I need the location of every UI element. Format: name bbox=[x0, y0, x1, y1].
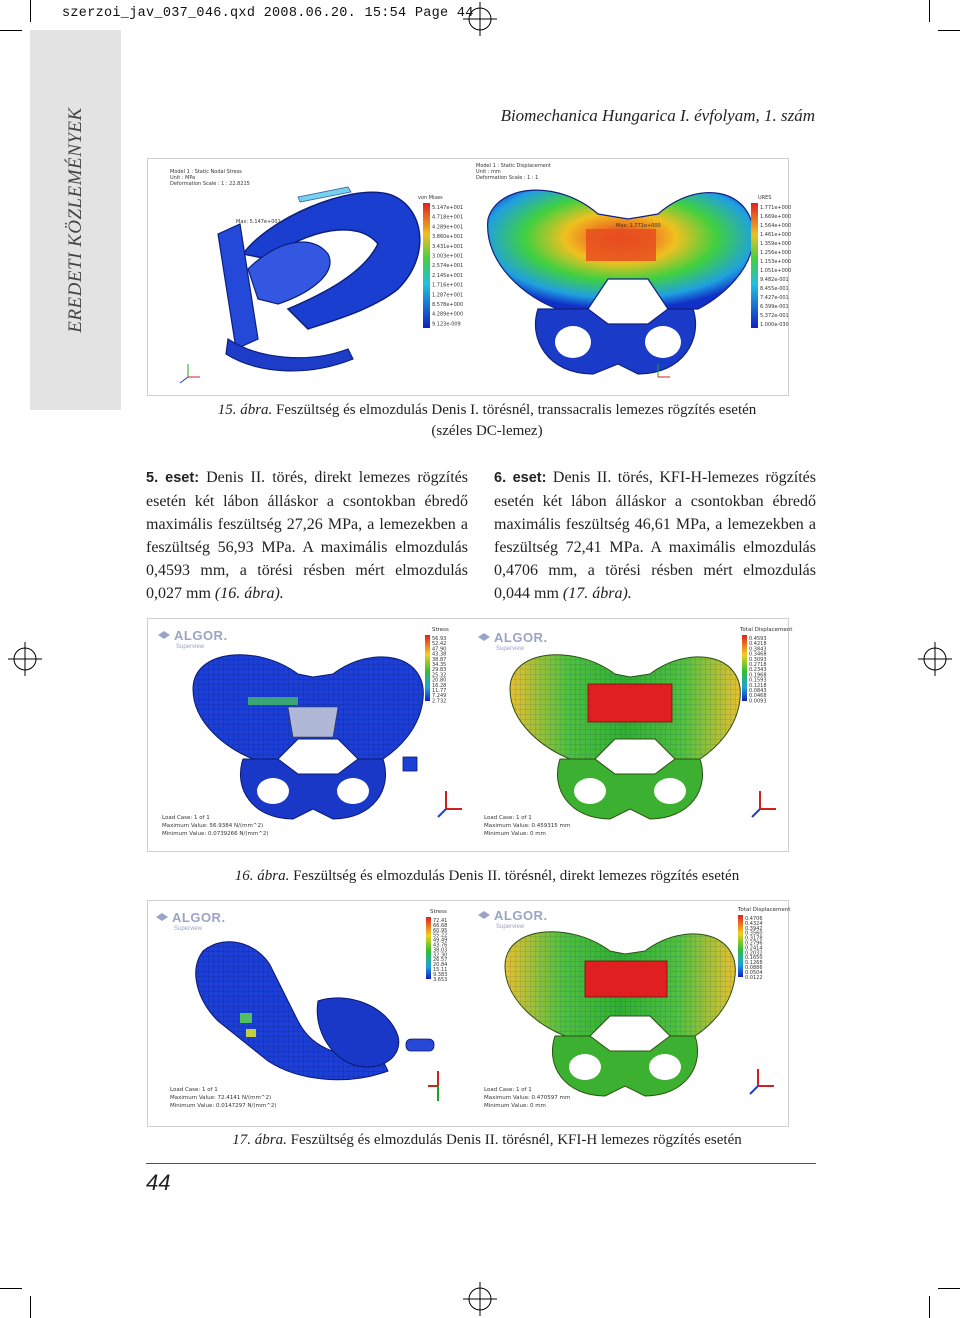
legend-value: 2.574e+001 bbox=[432, 263, 464, 270]
fig16-right-footer-3: Minimum Value: 0 mm bbox=[484, 831, 546, 837]
page-number: 44 bbox=[146, 1170, 171, 1195]
legend-value: 60.95 bbox=[433, 927, 448, 934]
legend-value: 1.716e+001 bbox=[432, 282, 464, 289]
fig15-right-max: Max: 1.771e+000 bbox=[616, 223, 661, 229]
case-6-figure-ref: (17. ábra). bbox=[562, 585, 632, 602]
obturator-hole bbox=[574, 778, 606, 804]
fig15-left-header-3: Deformation Scale : 1 : 22.8215 bbox=[170, 181, 250, 187]
fig17-right-color-scale bbox=[738, 915, 743, 977]
legend-value: 5.147e+001 bbox=[432, 205, 464, 211]
legend-value: 1.461e+000 bbox=[760, 232, 792, 238]
legend-value: 1.771e+000 bbox=[760, 205, 792, 211]
legend-value: 0.3843 bbox=[749, 646, 767, 653]
obturator-hole bbox=[555, 326, 591, 358]
legend-value: 55.22 bbox=[433, 932, 448, 939]
paragraph-case-6 bbox=[494, 466, 816, 605]
legend-value: 0.0843 bbox=[749, 688, 767, 694]
paragraph-case-5 bbox=[146, 466, 468, 605]
registration-mark-icon bbox=[463, 1282, 497, 1316]
figure-15-caption bbox=[147, 400, 827, 442]
fig17-right-footer-3: Minimum Value: 0 mm bbox=[484, 1103, 546, 1109]
section-label: EREDETI KÖZLEMÉNYEK bbox=[64, 107, 86, 333]
legend-value: 0.2796 bbox=[745, 940, 763, 947]
fig15-displacement-panel bbox=[468, 159, 792, 395]
fig15-right-legend bbox=[760, 205, 791, 328]
fig15-left-header-1: Model 1 : Static Nodal Stress bbox=[170, 169, 242, 175]
legend-value: 9.482e-001 bbox=[760, 277, 789, 283]
fig17-displacement-panel bbox=[470, 901, 791, 1126]
legend-value: 38.87 bbox=[432, 656, 447, 663]
print-slug: szerzoi_jav_037_046.qxd 2008.06.20. 15:54 Page 44 bbox=[62, 6, 474, 21]
crop-mark bbox=[0, 1288, 22, 1289]
fig17-left-footer-2: Maximum Value: 72.4141 N/(mm^2) bbox=[170, 1095, 272, 1101]
legend-value: 56.93 bbox=[432, 636, 447, 642]
obturator-hole bbox=[337, 778, 369, 804]
legend-value: 0.3468 bbox=[749, 651, 767, 658]
footer-rule bbox=[146, 1163, 816, 1164]
legend-value: 0.2718 bbox=[749, 662, 767, 668]
figure-15-label: 15. ábra. bbox=[217, 402, 273, 418]
legend-value: 1.564e+000 bbox=[760, 223, 792, 229]
legend-value: 1.000e-030 bbox=[760, 322, 789, 328]
legend-value: 0.4324 bbox=[745, 920, 763, 927]
legend-value: 0.3093 bbox=[749, 656, 767, 663]
axis-triad-icon bbox=[750, 1069, 774, 1094]
case-5-figure-ref: (16. ábra). bbox=[214, 585, 284, 602]
legend-value: 52.42 bbox=[432, 641, 447, 648]
legend-value: 0.4218 bbox=[749, 641, 767, 648]
crop-mark bbox=[929, 1296, 930, 1318]
legend-value: 0.0468 bbox=[749, 693, 767, 700]
case-5-text: Denis II. törés, direkt lemezes rögzítés esetén két lábon álláskor a csontokban ébredő maximális feszültség 27,26 MPa, a lemezekben a feszültség 56,93 MPa. A maximális elmozdulás 0,4593 mm, a törési résben mért elmozdulás 0,027 mm bbox=[146, 469, 468, 602]
obturator-hole bbox=[257, 778, 289, 804]
legend-value: 8.455e-001 bbox=[760, 286, 789, 292]
obturator-hole bbox=[645, 326, 681, 358]
fig15-left-legend-title: von Mises bbox=[418, 195, 443, 201]
section-sidebar bbox=[30, 30, 121, 410]
figure-15-caption-text-2: (széles DC-lemez) bbox=[431, 423, 543, 439]
legend-value: 1.153e+000 bbox=[760, 259, 792, 265]
figure-15 bbox=[147, 158, 792, 396]
legend-value: 3.860e+001 bbox=[432, 234, 464, 241]
legend-value: 66.68 bbox=[433, 922, 448, 929]
legend-value: 1.051e+000 bbox=[760, 268, 792, 274]
fig17-left-legend bbox=[433, 918, 447, 983]
figure-16-caption bbox=[147, 866, 827, 887]
legend-value: 32.30 bbox=[433, 952, 448, 959]
legend-value: 2.145e+001 bbox=[432, 272, 464, 279]
legend-value: 47.90 bbox=[432, 646, 447, 653]
femur-stub-shape bbox=[406, 1039, 434, 1051]
legend-value: 25.32 bbox=[432, 672, 447, 679]
fig16-stress-panel bbox=[148, 619, 468, 851]
legend-value: 0.0886 bbox=[745, 965, 763, 971]
fig16-left-legend bbox=[432, 636, 446, 704]
fig16-left-footer-1: Load Case: 1 of 1 bbox=[162, 815, 210, 821]
fig17-left-footer-1: Load Case: 1 of 1 bbox=[170, 1087, 218, 1093]
fig15-right-header-1: Model 1 : Static Displacement bbox=[476, 163, 551, 169]
legend-value: 3.003e+001 bbox=[432, 253, 464, 260]
legend-value: 0.1650 bbox=[745, 955, 763, 962]
legend-value: 8.578e+000 bbox=[432, 302, 464, 308]
figure-17-caption bbox=[147, 1130, 827, 1151]
obturator-hole bbox=[649, 1054, 681, 1080]
legend-value: 7.427e-001 bbox=[760, 295, 789, 301]
stress-hotspot bbox=[248, 697, 298, 705]
fig15-right-color-scale bbox=[751, 203, 758, 328]
svg-text:Superview: Superview bbox=[174, 926, 203, 932]
fig16-left-footer-2: Maximum Value: 56.9384 N/(mm^2) bbox=[162, 823, 264, 829]
legend-value: 0.0504 bbox=[745, 969, 763, 976]
crop-mark bbox=[30, 1296, 31, 1318]
legend-value: 3.431e+001 bbox=[432, 243, 464, 250]
obturator-hole bbox=[654, 778, 686, 804]
crop-mark bbox=[938, 30, 960, 31]
legend-value: 9.123e-009 bbox=[432, 321, 461, 328]
fig16-left-color-scale bbox=[425, 635, 430, 701]
legend-value: 1.256e+000 bbox=[760, 250, 792, 256]
fig16-displacement-panel bbox=[470, 619, 793, 851]
figure-17 bbox=[147, 900, 789, 1127]
fig15-left-max: Max: 5.147e+001 bbox=[236, 219, 281, 225]
legend-value: 29.83 bbox=[432, 667, 447, 674]
legend-value: 1.669e+000 bbox=[760, 214, 792, 220]
legend-value: 5.372e-001 bbox=[760, 313, 789, 319]
sacrum-max-displacement bbox=[588, 684, 672, 722]
legend-value: 0.3942 bbox=[745, 925, 763, 932]
legend-value: 0.1968 bbox=[749, 672, 767, 679]
axis-triad-icon bbox=[752, 791, 776, 817]
sacrum-plates-shape bbox=[288, 707, 338, 737]
registration-mark-icon bbox=[918, 642, 952, 676]
legend-value: 15.11 bbox=[433, 967, 448, 973]
fig15-right-header-3: Deformation Scale : 1 : 1 bbox=[476, 175, 539, 181]
svg-text:ALGOR.: ALGOR. bbox=[174, 628, 228, 643]
legend-value: 49.49 bbox=[433, 937, 448, 944]
running-head: Biomechanica Hungarica I. évfolyam, 1. szám bbox=[500, 106, 815, 125]
figure-17-label: 17. ábra. bbox=[232, 1132, 287, 1148]
legend-value: 4.718e+001 bbox=[432, 214, 464, 221]
crop-mark bbox=[938, 1288, 960, 1289]
legend-value: 26.57 bbox=[433, 957, 448, 964]
legend-value: 0.2414 bbox=[745, 945, 763, 952]
crop-mark bbox=[929, 0, 930, 22]
fig15-stress-panel bbox=[148, 159, 466, 395]
femur-stub-shape bbox=[403, 757, 417, 771]
fig15-right-legend-title: URES bbox=[758, 195, 772, 201]
svg-text:Superview: Superview bbox=[496, 924, 525, 930]
legend-value: 3.653 bbox=[433, 976, 448, 983]
figure-16 bbox=[147, 618, 793, 852]
legend-value: 11.77 bbox=[432, 688, 447, 694]
fig16-right-footer-1: Load Case: 1 of 1 bbox=[484, 815, 532, 821]
fig17-right-footer-2: Maximum Value: 0.470597 mm bbox=[484, 1095, 571, 1101]
legend-value: 1.287e+001 bbox=[432, 292, 464, 299]
legend-value: 0.1268 bbox=[745, 960, 763, 967]
algor-logo bbox=[478, 908, 548, 930]
sacral-plate-shape bbox=[586, 229, 656, 261]
fig17-right-legend-title: Total Displacement bbox=[738, 907, 791, 913]
crop-mark bbox=[0, 30, 22, 31]
legend-value: 0.2032 bbox=[745, 950, 763, 957]
fig17-left-footer-3: Minimum Value: 0.0147297 N/(mm^2) bbox=[170, 1103, 277, 1109]
legend-value: 0.0093 bbox=[749, 698, 767, 705]
legend-value: 43.38 bbox=[432, 651, 447, 658]
legend-value: 0.1593 bbox=[749, 677, 767, 684]
algor-logo bbox=[478, 630, 548, 652]
registration-mark-icon bbox=[8, 642, 42, 676]
fig17-right-legend bbox=[745, 916, 763, 981]
fig15-left-color-scale bbox=[423, 203, 430, 328]
legend-value: 20.84 bbox=[433, 962, 448, 969]
fig17-left-legend-title: Stress bbox=[430, 909, 447, 915]
algor-logo bbox=[158, 628, 228, 650]
legend-value: 0.1218 bbox=[749, 682, 767, 689]
legend-value: 34.35 bbox=[432, 662, 447, 668]
axis-triad-icon bbox=[180, 364, 200, 383]
sacrum-max-displacement bbox=[585, 961, 667, 997]
figure-15-caption-text: Feszültség és elmozdulás Denis I. törésnél, transsacralis lemezes rögzítés esetén bbox=[272, 402, 757, 418]
figure-16-caption-text: Feszültség és elmozdulás Denis II. törésnél, direkt lemezes rögzítés esetén bbox=[289, 868, 740, 884]
stress-hotspot bbox=[246, 1029, 256, 1037]
legend-value: 0.2343 bbox=[749, 667, 767, 674]
legend-value: 9.383 bbox=[433, 971, 448, 978]
fig16-left-legend-title: Stress bbox=[432, 627, 449, 633]
crop-mark bbox=[30, 0, 31, 22]
legend-value: 6.399e-001 bbox=[760, 304, 789, 310]
case-6-text: Denis II. törés, KFI-H-lemezes rögzítés esetén két lábon álláskor a csontokban ébredő maximális feszültség 46,61 MPa, a lemezekben a feszültség 72,41 MPa. A maximális elmozdulás 0,4706 mm, a törési résben mért elmozdulás 0,044 mm bbox=[494, 469, 816, 602]
legend-value: 4.289e+000 bbox=[432, 311, 464, 318]
axis-triad-icon bbox=[428, 1071, 438, 1101]
legend-value: 4.289e+001 bbox=[432, 224, 464, 231]
svg-text:ALGOR.: ALGOR. bbox=[494, 630, 548, 645]
fig15-right-header-2: Unit : mm bbox=[476, 169, 501, 175]
fig16-right-footer-2: Maximum Value: 0.459315 mm bbox=[484, 823, 571, 829]
obturator-hole bbox=[569, 1054, 601, 1080]
legend-value: 0.4593 bbox=[749, 636, 767, 642]
legend-value: 0.0122 bbox=[745, 974, 763, 981]
legend-value: 38.03 bbox=[433, 947, 448, 954]
fig15-left-legend bbox=[432, 205, 463, 327]
case-6-heading: 6. eset: bbox=[494, 470, 547, 486]
svg-text:Superview: Superview bbox=[496, 646, 525, 652]
svg-text:ALGOR.: ALGOR. bbox=[494, 908, 548, 923]
figure-16-label: 16. ábra. bbox=[234, 868, 290, 884]
fig16-right-legend bbox=[749, 636, 767, 704]
case-5-heading: 5. eset: bbox=[146, 470, 200, 486]
stress-hotspot bbox=[240, 1013, 252, 1023]
svg-text:Superview: Superview bbox=[176, 644, 205, 650]
legend-value: 7.249 bbox=[432, 693, 447, 700]
legend-value: 1.359e+000 bbox=[760, 241, 792, 247]
fig17-left-color-scale bbox=[426, 917, 431, 979]
legend-value: 2.732 bbox=[432, 698, 447, 705]
fig17-stress-panel bbox=[148, 901, 468, 1126]
algor-logo bbox=[156, 910, 226, 932]
fig16-right-color-scale bbox=[742, 635, 747, 701]
fig16-right-legend-title: Total Displacement bbox=[740, 627, 793, 633]
fig17-right-footer-1: Load Case: 1 of 1 bbox=[484, 1087, 532, 1093]
legend-value: 0.4706 bbox=[745, 916, 763, 922]
legend-value: 43.76 bbox=[433, 942, 448, 949]
svg-text:ALGOR.: ALGOR. bbox=[172, 910, 226, 925]
figure-17-caption-text: Feszültség és elmozdulás Denis II. törésnél, KFI-H lemezes rögzítés esetén bbox=[286, 1132, 742, 1148]
legend-value: 0.3560 bbox=[745, 930, 763, 937]
legend-value: 20.80 bbox=[432, 677, 447, 684]
axis-triad-icon bbox=[438, 791, 462, 817]
legend-value: 72.41 bbox=[433, 918, 448, 924]
fig15-left-header-2: Unit : MPa bbox=[170, 175, 196, 181]
legend-value: 16.28 bbox=[432, 682, 447, 689]
legend-value: 0.3178 bbox=[745, 935, 763, 942]
fig16-left-footer-3: Minimum Value: 0.0739266 N/(mm^2) bbox=[162, 831, 269, 837]
